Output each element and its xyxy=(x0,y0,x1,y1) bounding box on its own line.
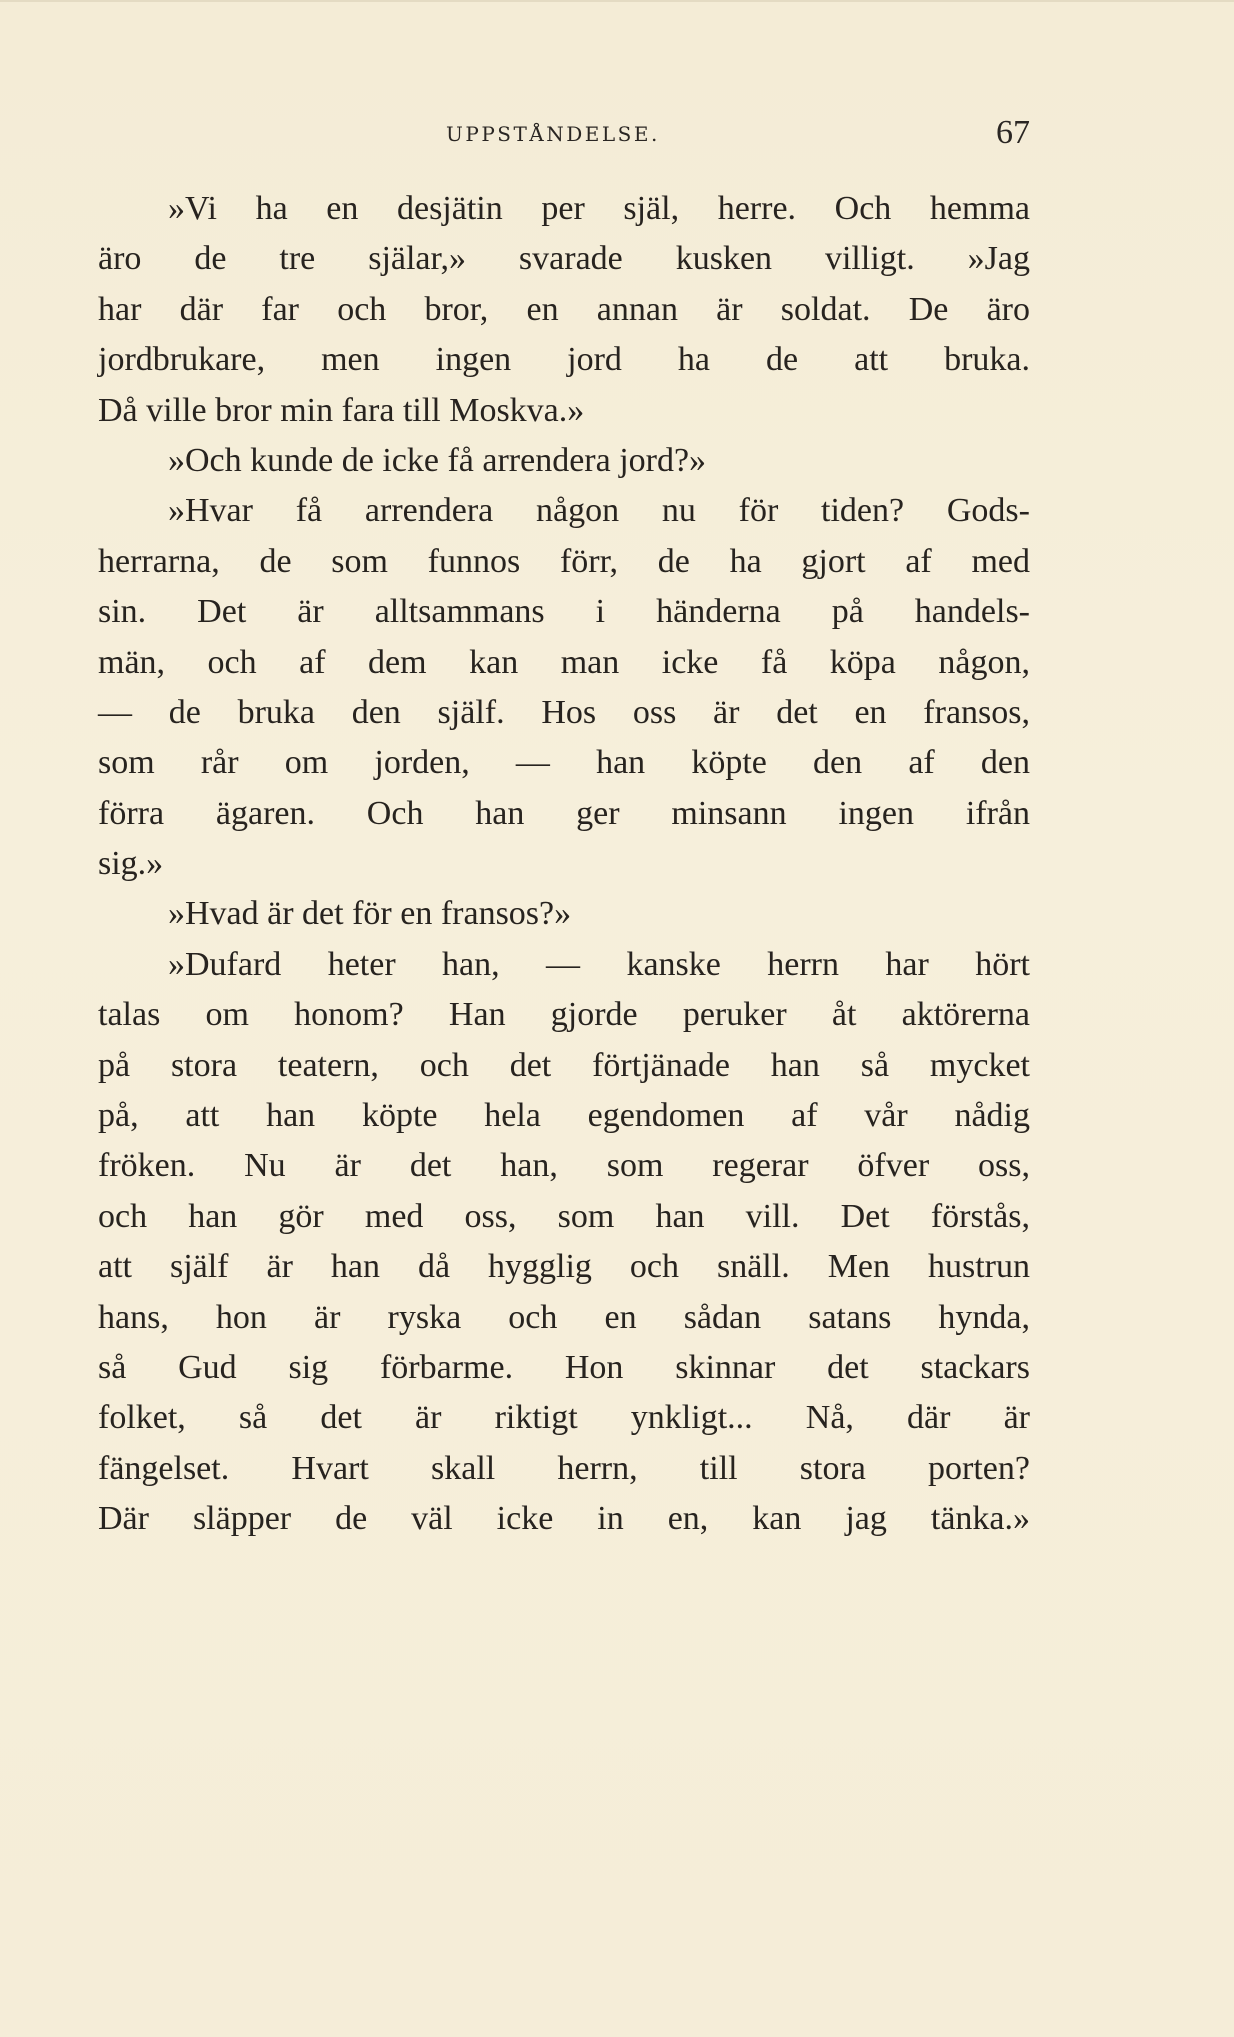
text-line: på stora teatern, och det förtjänade han så mycket xyxy=(98,1046,1030,1084)
text-line: — de bruka den själf. Hos oss är det en fransos, xyxy=(98,693,1030,731)
running-head xyxy=(98,114,1030,150)
text-line: fängelset. Hvart skall herrn, till stora porten? xyxy=(98,1449,1030,1487)
text-line: att själf är han då hygglig och snäll. Men hustrun xyxy=(98,1248,1030,1286)
text-line: Då ville bror min fara till Moskva.» xyxy=(98,391,585,429)
text-line: herrarna, de som funnos förr, de ha gjort af med xyxy=(98,542,1030,580)
text-line: på, att han köpte hela egendomen af vår nådig xyxy=(98,1097,1030,1135)
text-line: »Vi ha en desjätin per själ, herre. Och hemma xyxy=(168,190,1030,227)
text-line: män, och af dem kan man icke få köpa någon, xyxy=(98,643,1030,681)
text-line: »Och kunde de icke få arrendera jord?» xyxy=(168,441,707,479)
text-line: sin. Det är alltsammans i händerna på handels- xyxy=(98,593,1030,631)
text-line: förra ägaren. Och han ger minsann ingen ifrån xyxy=(98,794,1030,832)
running-title: UPPSTÅNDELSE. xyxy=(446,122,660,146)
text-line: Där släpper de väl icke in en, kan jag tänka.» xyxy=(98,1500,1030,1538)
text-line: folket, så det är riktigt ynkligt... Nå, där är xyxy=(98,1399,1030,1437)
text-line: sig.» xyxy=(98,845,164,883)
text-line: talas om honom? Han gjorde peruker åt aktörerna xyxy=(98,996,1030,1034)
text-line: jordbrukare, men ingen jord ha de att bruka. xyxy=(98,341,1030,379)
text-line: »Dufard heter han, — kanske herrn har hört xyxy=(168,945,1030,983)
page-number: 67 xyxy=(996,114,1030,151)
text-line: äro de tre själar,» svarade kusken villigt. »Jag xyxy=(98,240,1030,278)
text-line: har där far och bror, en annan är soldat. De äro xyxy=(98,290,1030,328)
text-line: »Hvad är det för en fransos?» xyxy=(168,895,572,933)
text-line: fröken. Nu är det han, som regerar öfver oss, xyxy=(98,1147,1030,1185)
text-line: »Hvar få arrendera någon nu för tiden? Gods- xyxy=(168,492,1030,530)
text-line: som rår om jorden, — han köpte den af den xyxy=(98,744,1030,782)
text-line: hans, hon är ryska och en sådan satans hynda, xyxy=(98,1298,1030,1336)
text-line: och han gör med oss, som han vill. Det förstås, xyxy=(98,1197,1030,1235)
text-line: så Gud sig förbarme. Hon skinnar det stackars xyxy=(98,1348,1030,1386)
body-text xyxy=(98,184,1030,1545)
